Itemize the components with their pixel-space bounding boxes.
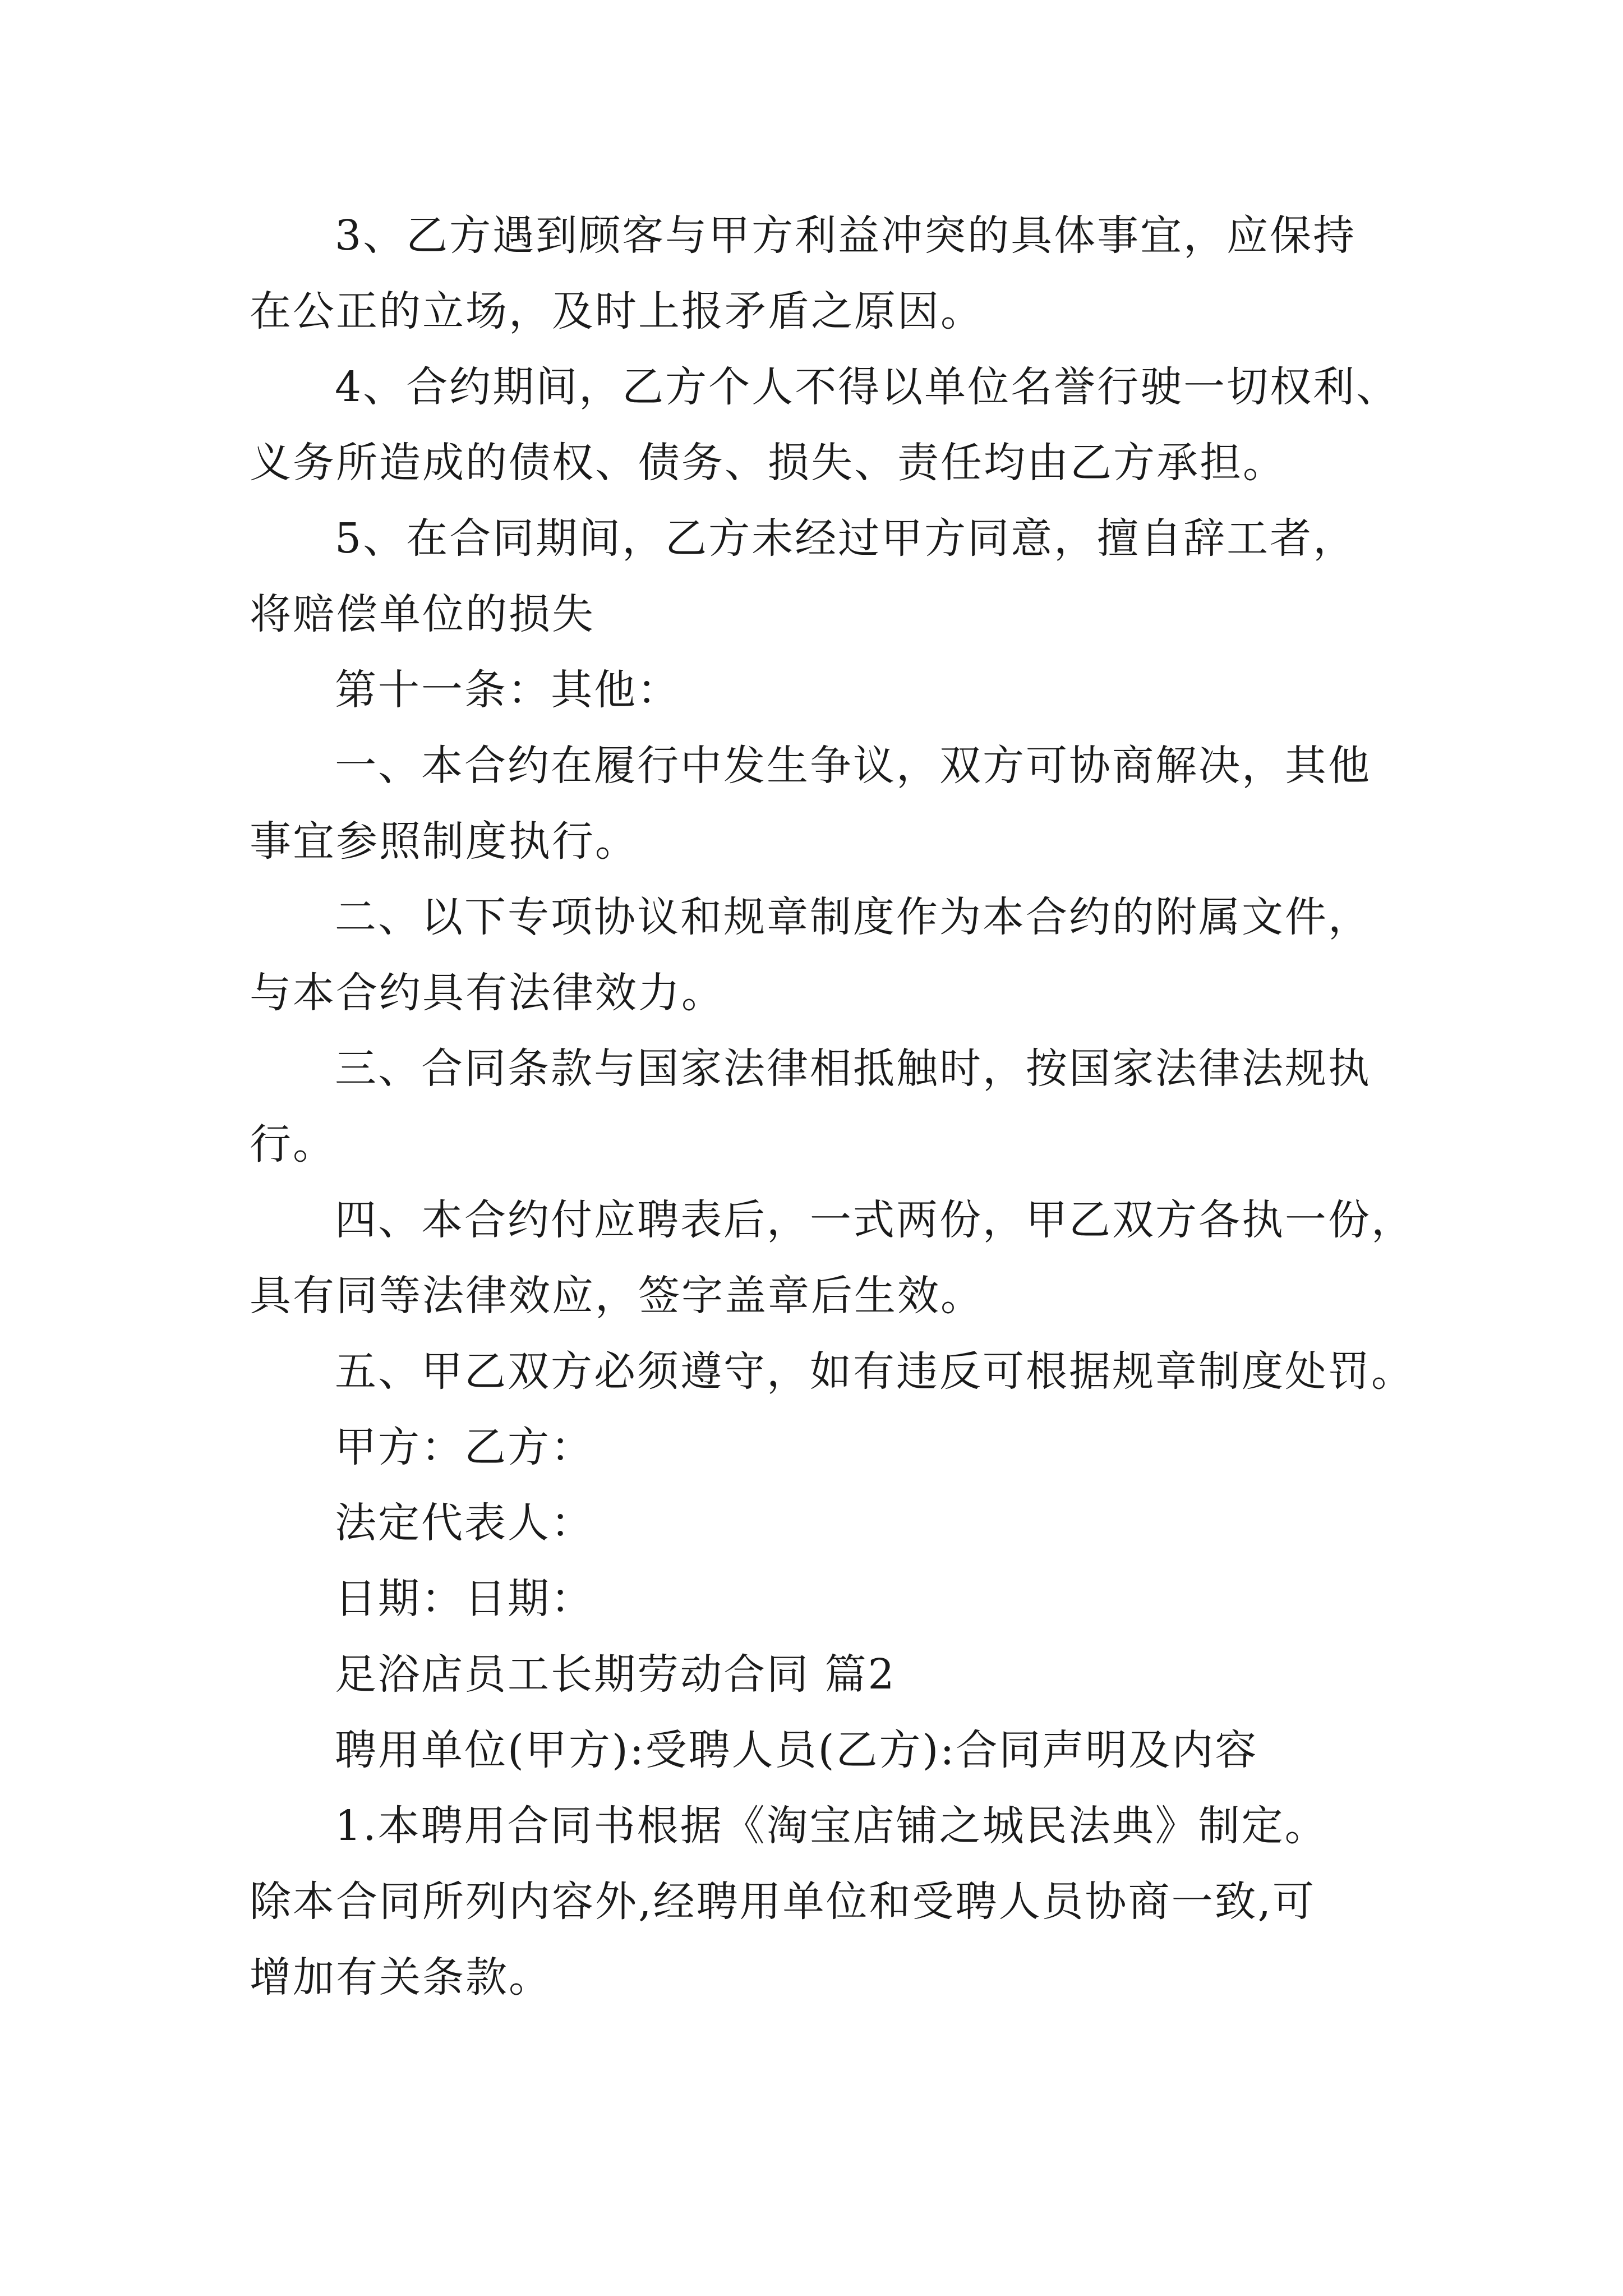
text-line: 增加有关条款。: [250, 1953, 552, 2001]
text-line: 1.本聘用合同书根据《淘宝店铺之城民法典》制定。: [335, 1802, 1328, 1850]
text-line: 与本合约具有法律效力。: [250, 969, 725, 1017]
text-line: 在公正的立场，及时上报矛盾之原因。: [250, 287, 984, 335]
text-line: 3、乙方遇到顾客与甲方利益冲突的具体事宜，应保持: [335, 211, 1357, 260]
section-heading: 第十一条：其他：: [335, 666, 680, 714]
text-line: 二、以下专项协议和规章制度作为本合约的附属文件，: [335, 893, 1371, 941]
text-line: 三、合同条款与国家法律相抵触时，按国家法律法规执: [335, 1045, 1371, 1093]
text-line: 具有同等法律效应，签字盖章后生效。: [250, 1272, 984, 1320]
text-line: 5、在合同期间，乙方未经过甲方同意，擅自辞工者，: [335, 514, 1357, 563]
text-line: 四、本合约付应聘表后，一式两份，甲乙双方各执一份，: [335, 1196, 1414, 1244]
text-line: 五、甲乙双方必须遵守，如有违反可根据规章制度处罚。: [335, 1347, 1414, 1396]
text-line: 一、本合约在履行中发生争议，双方可协商解决，其他: [335, 742, 1371, 790]
signature-dates: 日期：日期：: [335, 1575, 594, 1623]
text-line: 义务所造成的债权、债务、损失、责任均由乙方承担。: [250, 439, 1286, 487]
text-line: 将赔偿单位的损失: [250, 590, 595, 638]
signature-parties: 甲方：乙方：: [335, 1423, 594, 1471]
text-line: 聘用单位(甲方):受聘人员(乙方):合同声明及内容: [335, 1726, 1258, 1774]
text-line: 4、合约期间，乙方个人不得以单位名誉行驶一切权利、: [335, 363, 1400, 411]
text-line: 事宜参照制度执行。: [250, 817, 638, 866]
legal-representative: 法定代表人：: [335, 1499, 594, 1547]
text-line: 行。: [250, 1120, 336, 1168]
text-line: 除本合同所列内容外,经聘用单位和受聘人员协商一致,可: [250, 1878, 1316, 1926]
contract-title: 足浴店员工长期劳动合同 篇2: [335, 1650, 896, 1699]
